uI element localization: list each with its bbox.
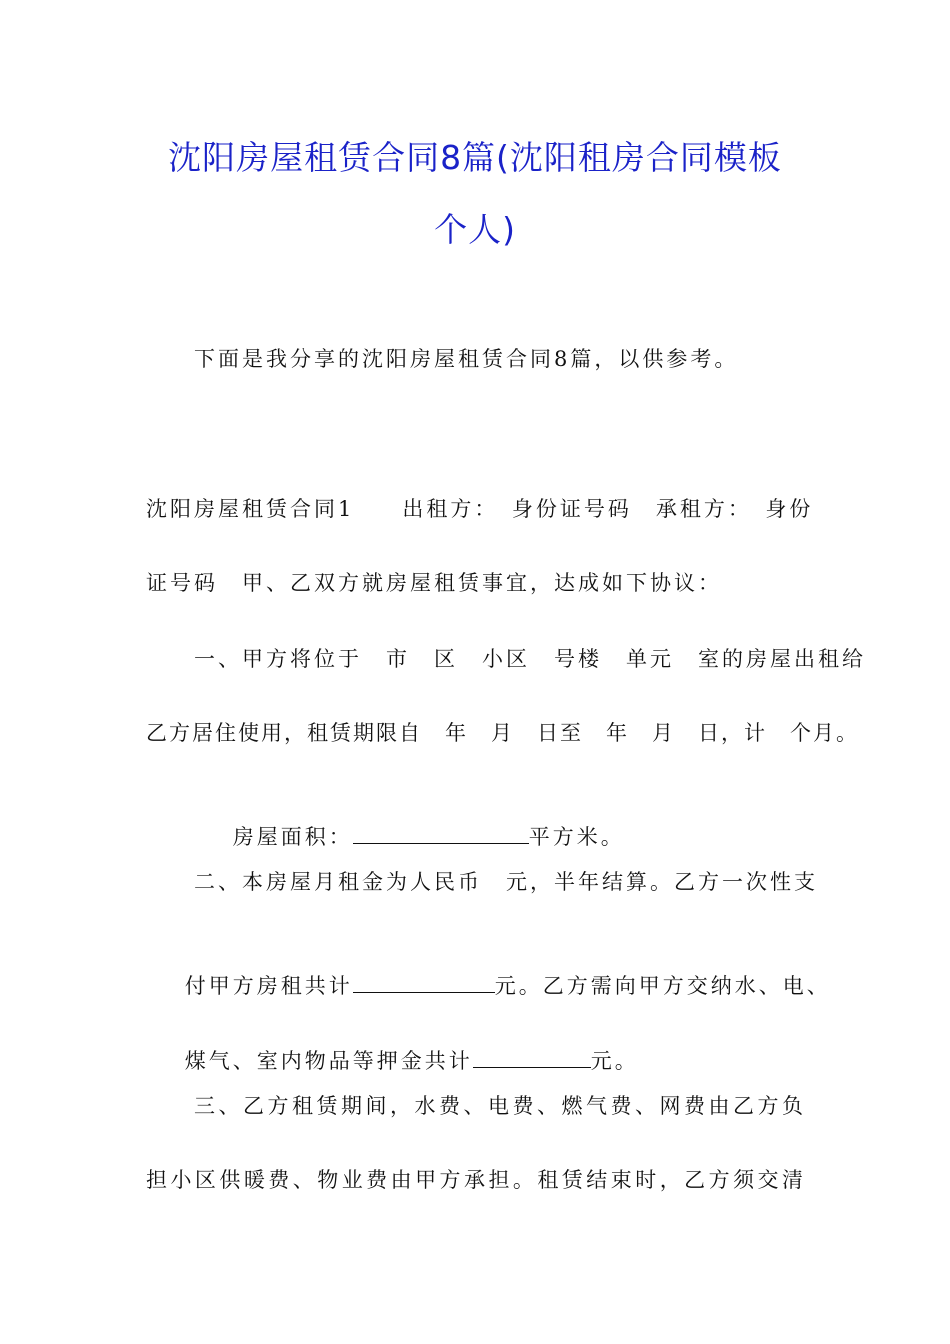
clause-1-line-1: 一、甲方将位于 市 区 小区 号楼 单元 室的房屋出租给 xyxy=(194,647,866,671)
contract-1-line-2: 证号码 甲、乙双方就房屋租赁事宜，达成如下协议： xyxy=(146,571,722,595)
clause-2-line-3-suffix: 元。 xyxy=(590,1049,639,1073)
deposit-blank xyxy=(473,1049,591,1068)
contract-1-line-1: 沈阳房屋租赁合同1 出租方： 身份证号码 承租方： 身份 xyxy=(146,497,814,521)
clause-3-line-2: 担小区供暖费、物业费由甲方承担。租赁结束时，乙方须交清 xyxy=(146,1168,806,1192)
clause-1-line-2: 乙方居住使用，租赁期限自 年 月 日至 年 月 日，计 个月。 xyxy=(146,721,859,745)
clause-2-line-1: 二、本房屋月租金为人民币 元，半年结算。乙方一次性支 xyxy=(194,870,818,894)
intro-paragraph: 下面是我分享的沈阳房屋租赁合同8篇，以供参考。 xyxy=(194,347,739,371)
clause-2-line-2-prefix: 付甲方房租共计 xyxy=(184,974,353,998)
area-unit: 平方米。 xyxy=(528,825,625,849)
area-label: 房屋面积： xyxy=(232,825,353,849)
document-title-line-1: 沈阳房屋租赁合同8篇(沈阳租房合同模板 xyxy=(168,138,782,177)
clause-2-line-3-prefix: 煤气、室内物品等押金共计 xyxy=(184,1049,473,1073)
clause-2-line-2-suffix: 元。乙方需向甲方交纳水、电、 xyxy=(494,974,831,998)
document-title-line-2: 个人) xyxy=(434,210,516,249)
clause-3-line-1: 三、乙方租赁期间，水费、电费、燃气费、网费由乙方负 xyxy=(194,1094,806,1118)
area-blank xyxy=(353,825,529,844)
rent-total-blank xyxy=(353,974,495,993)
